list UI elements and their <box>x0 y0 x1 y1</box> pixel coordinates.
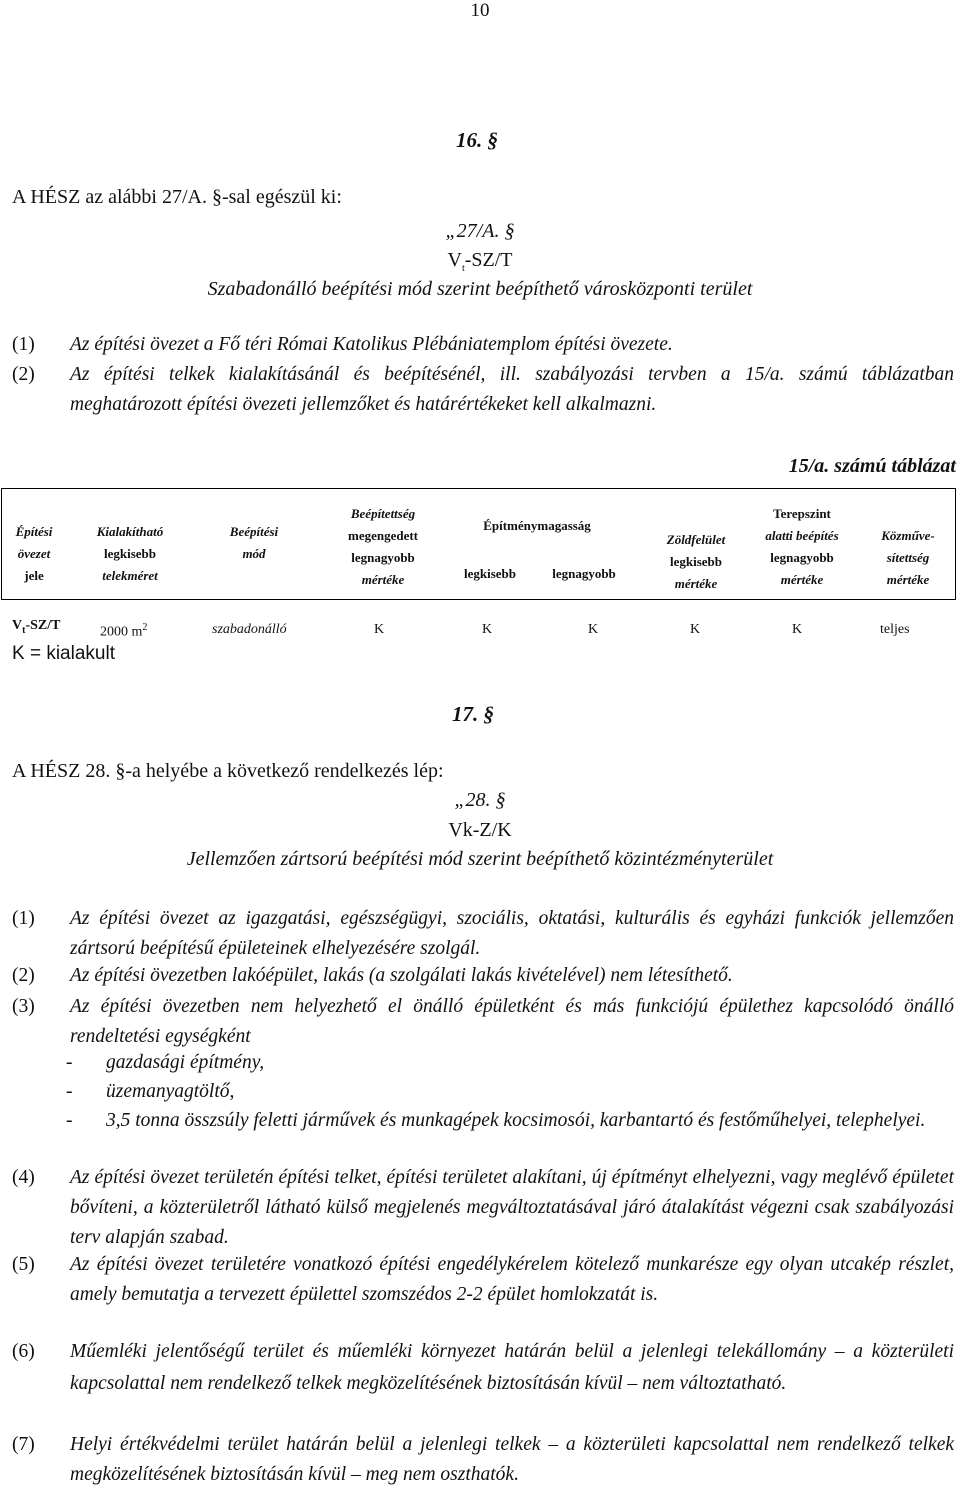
table-caption: 15/a. számú táblázat <box>788 455 956 477</box>
paragraph-number: (2) <box>12 364 35 385</box>
article-27a-heading: „27/A. § <box>445 220 515 242</box>
header-line: alatti beépítés <box>765 528 839 543</box>
header-line: sítettség <box>886 550 930 565</box>
paragraph-number: (7) <box>12 1434 35 1455</box>
page-number: 10 <box>470 0 490 21</box>
paragraph-17-4 <box>12 1163 954 1253</box>
header-height-max: legnagyobb <box>552 566 616 581</box>
paragraph-number: (4) <box>12 1167 35 1188</box>
header-line: Építési <box>15 524 53 539</box>
dash-text: 3,5 tonna összsúly feletti járművek és munkagépek kocsimosói, karbantartó és festőműhelyei, telephelyei. <box>106 1110 926 1131</box>
header-line: legkisebb <box>103 546 156 561</box>
header-line: legnagyobb <box>351 550 415 565</box>
article-28-heading: „28. § <box>454 789 506 811</box>
paragraph-number: (3) <box>12 996 35 1017</box>
header-zone-code <box>4 521 64 587</box>
paragraph-text: Helyi értékvédelmi terület határán belül a jelenlegi telkek – a közterületi kapcsolattal nem rendelkező telkek megközelítésének biztosításán kívül – meg nem oszthatók. <box>70 1434 954 1485</box>
zone-title-vk: Jellemzően zártsorú beépítési mód szerint beépíthető közintézményterület <box>186 848 774 870</box>
header-line: Kialakítható <box>96 524 164 539</box>
row-area-superscript: 2 <box>142 622 148 633</box>
header-underground <box>746 503 858 591</box>
zone-title-vt: Szabadonálló beépítési mód szerint beépíthető városközponti terület <box>207 278 753 300</box>
row-code-subscript: t <box>22 624 26 636</box>
header-line: legnagyobb <box>770 550 834 565</box>
header-line: megengedett <box>347 528 419 543</box>
table-header <box>1 488 956 600</box>
dash-marker: - <box>66 1052 73 1073</box>
paragraph-text: Az építési övezet területén építési telket, építési területet alakítani, új építményt elhelyezni, vagy meglévő épületet bővíteni, a közterületről látható külső megjelenés megváltoztatásával járó átalakítást végezni csak szabályozási terv alapján szabad. <box>70 1167 954 1248</box>
header-height-min: legkisebb <box>463 566 516 581</box>
paragraph-number: (2) <box>12 965 35 986</box>
row-area-value: 2000 m <box>100 624 143 640</box>
header-build-mode <box>214 521 294 565</box>
header-min-lot-size <box>80 521 180 587</box>
row-underground: K <box>792 622 803 637</box>
header-line: mértéke <box>780 572 824 587</box>
zone-code-main: V <box>447 249 462 271</box>
zone-code-rest: -SZ/T <box>464 249 513 271</box>
paragraph-text: Az építési övezet területére vonatkozó építési engedélykérelem kötelező munkarésze egy olyan utcakép részlet, amely bemutatja a tervezett épülettel szomszédos 2-2 épület homlokzatát is. <box>70 1254 954 1305</box>
row-code-main: V <box>12 618 23 633</box>
paragraph-16-2 <box>12 360 954 420</box>
dash-text: üzemanyagtöltő, <box>106 1081 235 1102</box>
header-line: Zöldfelület <box>666 532 726 547</box>
section-16-heading: 16. § <box>456 128 498 152</box>
dash-item-3 <box>66 1106 954 1166</box>
header-line: Terepszint <box>773 506 831 521</box>
paragraph-number: (6) <box>12 1341 35 1362</box>
header-line: mértéke <box>674 576 718 591</box>
row-green: K <box>690 622 701 637</box>
dash-text: gazdasági építmény, <box>106 1052 265 1073</box>
paragraph-text: Az építési telkek kialakításánál és beépítésénél, ill. szabályozási tervben a 15/a. számú táblázatban meghatározott építési övezeti jellemzőket és határértékeket kell alkalmazni. <box>70 364 954 415</box>
header-building-height: Építménymagasság <box>483 518 591 533</box>
paragraph-text: Az építési övezet a Fő téri Római Katolikus Plébániatemplom építési övezete. <box>70 334 673 355</box>
header-line: mértéke <box>886 572 930 587</box>
paragraph-17-6 <box>12 1336 954 1428</box>
paragraph-17-1 <box>12 904 954 964</box>
section-16-intro: A HÉSZ az alábbi 27/A. §-sal egészül ki: <box>12 186 342 208</box>
zone-code-vt-sz-t <box>0 249 960 274</box>
paragraph-text: Az építési övezetben lakóépület, lakás (a szolgálati lakás kivételével) nem létesíthető. <box>70 965 733 986</box>
header-utilities <box>864 525 952 591</box>
row-height-max: K <box>588 622 599 637</box>
row-zone-code <box>12 618 60 636</box>
header-line: legkisebb <box>669 554 722 569</box>
row-build-mode: szabadonálló <box>212 622 287 637</box>
header-green-area <box>648 529 744 595</box>
header-line: telekméret <box>102 568 158 583</box>
row-built-ratio: K <box>374 622 385 637</box>
header-line: mértéke <box>361 572 405 587</box>
table-legend: K = kialakult <box>12 643 115 664</box>
zone-code-subscript: t <box>461 263 465 274</box>
paragraph-number: (1) <box>12 334 35 355</box>
header-built-ratio <box>328 503 438 591</box>
section-17-heading: 17. § <box>452 702 494 726</box>
row-code-rest: -SZ/T <box>25 618 61 633</box>
row-height-min: K <box>482 622 493 637</box>
paragraph-17-7 <box>12 1430 954 1490</box>
paragraph-17-5 <box>12 1250 954 1340</box>
header-line: Beépítési <box>229 524 279 539</box>
paragraph-number: (5) <box>12 1254 35 1275</box>
dash-marker: - <box>66 1081 73 1102</box>
row-utilities: teljes <box>880 622 910 637</box>
paragraph-text: Az építési övezetben nem helyezhető el önálló épületként és más funkciójú épülethez kapcsolódó önálló rendeltetési egységként <box>70 996 954 1047</box>
dash-marker: - <box>66 1110 73 1131</box>
paragraph-number: (1) <box>12 908 35 929</box>
paragraph-17-3 <box>12 992 954 1052</box>
header-line: jele <box>24 568 44 583</box>
header-line: Közműve- <box>881 528 935 543</box>
paragraph-text: Az építési övezet az igazgatási, egészségügyi, szociális, oktatási, kulturális és egyházi funkciók jellemzően zártsorú beépítésű épületeinek elhelyezésére szolgál. <box>70 908 954 959</box>
header-line: Beépítettség <box>350 506 416 521</box>
paragraph-text: Műemléki jelentőségű terület és műemléki környezet határán belül a jelenlegi telekállomány – a közterületi kapcsolattal nem rendelkező telkek megközelítésének biztosításán kívül – nem változtatható. <box>70 1341 954 1394</box>
section-17-intro: A HÉSZ 28. §-a helyébe a következő rendelkezés lép: <box>12 760 444 782</box>
zone-code-vk-z-k: Vk-Z/K <box>448 819 512 841</box>
row-area <box>100 622 147 641</box>
header-line: övezet <box>17 546 51 561</box>
header-line: mód <box>242 546 266 561</box>
